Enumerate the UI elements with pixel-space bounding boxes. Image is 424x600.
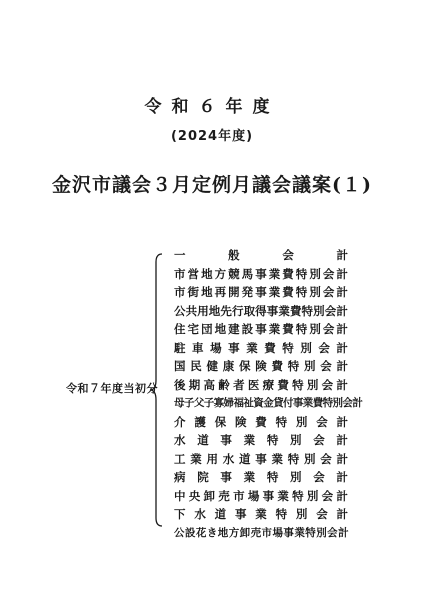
fiscal-year-western: (2024年度) [170,129,254,144]
account-item: 水 道 事 業 特 別 会 計 [174,433,348,447]
budget-period-label: 令和７年度当初分 [66,382,158,395]
account-item: 国 民 健 康 保 険 費 特 別 会 計 [174,359,348,373]
left-brace [148,252,164,528]
fiscal-year-era: 令和６年度 [144,97,280,117]
account-item: 公 設 花 き 地 方 卸 売 市 場 事 業 特 別 会 計 [174,526,348,539]
document-title: 金沢市議会３月定例月議会議案(１) [52,174,372,196]
account-item: 中 央 卸 売 市 場 事 業 特 別 会 計 [174,488,348,503]
account-item: 介 護 保 険 費 特 別 会 計 [174,414,348,429]
account-list [174,246,363,542]
account-item: 後 期 高 齢 者 医 療 費 特 別 会 計 [174,377,348,392]
account-item: 市 街 地 再 開 発 事 業 費 特 別 会 計 [174,285,348,299]
account-item: 駐 車 場 事 業 費 特 別 会 計 [174,340,348,355]
account-item: 病 院 事 業 特 別 会 計 [174,470,348,484]
account-item: 一 般 会 計 [174,248,348,262]
account-item: 工 業 用 水 道 事 業 特 別 会 計 [174,451,348,466]
account-item: 母 子 父 子 寡 婦 福 祉 資 金 貸 付 事 業 費 特 別 会 計 [174,397,363,409]
account-item: 公 共 用 地 先 行 取 得 事 業 費 特 別 会 計 [174,303,348,318]
account-item: 下 水 道 事 業 特 別 会 計 [174,507,348,521]
account-item: 市 営 地 方 競 馬 事 業 費 特 別 会 計 [174,266,348,281]
account-item: 住 宅 団 地 建 設 事 業 費 特 別 会 計 [174,322,348,336]
